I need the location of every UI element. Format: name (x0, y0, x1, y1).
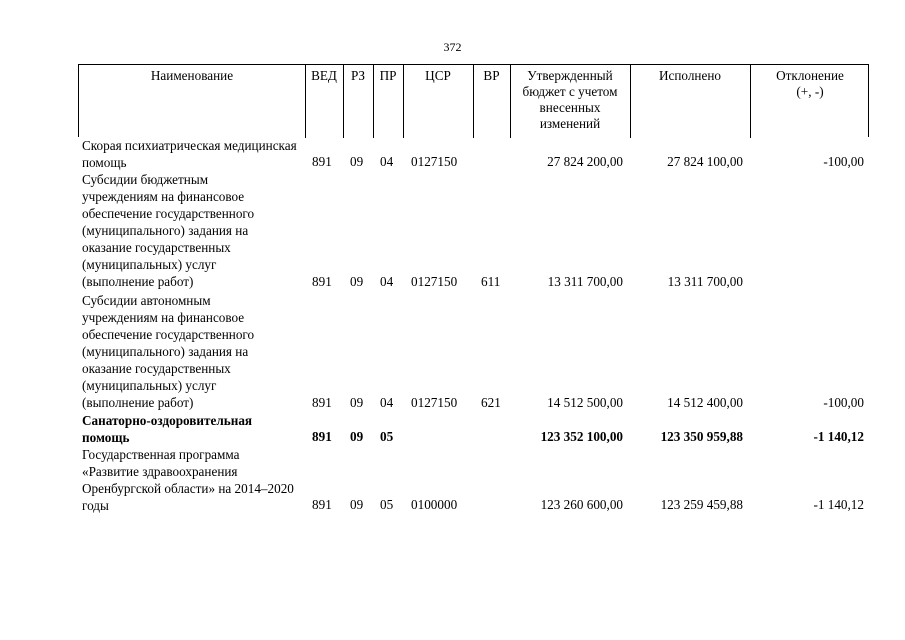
row-pr: 05 (380, 429, 394, 444)
row-csr: 0100000 (411, 497, 458, 512)
row-rz: 09 (350, 154, 364, 169)
row-ved: 891 (312, 395, 332, 410)
row-vr: 611 (481, 274, 501, 289)
header-vr: ВР (483, 68, 500, 83)
header-pr: ПР (379, 68, 397, 83)
row-budget: 123 260 600,00 (540, 497, 623, 512)
row-pr: 05 (380, 497, 394, 512)
header-budget: Утвержденный бюджет с учетом внесенных изменений (522, 68, 618, 131)
row-deviation: -1 140,12 (813, 429, 864, 444)
row-name: Санаторно-оздоровительная помощь (82, 413, 253, 445)
header-rz: РЗ (350, 68, 366, 83)
row-pr: 04 (380, 154, 394, 169)
row-name: Субсидии бюджетным учреждениям на финансовое обеспечение государственного (муниципального) задания на оказание государственных (муниципальных) услуг (выполнение работ) (82, 172, 255, 289)
row-csr: 0127150 (411, 395, 458, 410)
row-csr: 0127150 (411, 154, 458, 169)
row-ved: 891 (312, 497, 332, 512)
header-deviation: Отклонение (+, -) (776, 68, 844, 99)
row-executed: 123 350 959,88 (660, 429, 743, 444)
row-executed: 14 512 400,00 (667, 395, 743, 410)
row-budget: 13 311 700,00 (547, 274, 623, 289)
header-name: Наименование (150, 68, 234, 83)
row-budget: 27 824 200,00 (547, 154, 623, 169)
row-budget: 123 352 100,00 (540, 429, 623, 444)
row-ved: 891 (312, 429, 332, 444)
header-executed: Исполнено (659, 68, 721, 83)
row-rz: 09 (350, 429, 364, 444)
header-ved: ВЕД (311, 68, 337, 83)
row-csr: 0127150 (411, 274, 458, 289)
row-deviation: -1 140,12 (813, 497, 864, 512)
page-number: 372 (443, 40, 462, 54)
row-ved: 891 (312, 274, 332, 289)
row-rz: 09 (350, 497, 364, 512)
row-name: Государственная программа «Развитие здравоохранения Оренбургской области» на 2014–2020 годы (82, 447, 294, 513)
row-executed: 123 259 459,88 (660, 497, 743, 512)
row-name: Субсидии автономным учреждениям на финансовое обеспечение государственного (муниципального) задания на оказание государственных (муниципальных) услуг (выполнение работ) (82, 293, 255, 410)
header-csr: ЦСР (425, 68, 451, 83)
row-executed: 27 824 100,00 (667, 154, 743, 169)
row-pr: 04 (380, 274, 394, 289)
row-rz: 09 (350, 395, 364, 410)
row-name: Скорая психиатрическая медицинская помощь (82, 138, 297, 170)
table-header (78, 64, 869, 137)
row-vr: 621 (481, 395, 501, 410)
row-executed: 13 311 700,00 (667, 274, 743, 289)
row-deviation: -100,00 (823, 395, 864, 410)
row-deviation: -100,00 (823, 154, 864, 169)
row-ved: 891 (312, 154, 332, 169)
row-rz: 09 (350, 274, 364, 289)
row-pr: 04 (380, 395, 394, 410)
row-budget: 14 512 500,00 (547, 395, 623, 410)
